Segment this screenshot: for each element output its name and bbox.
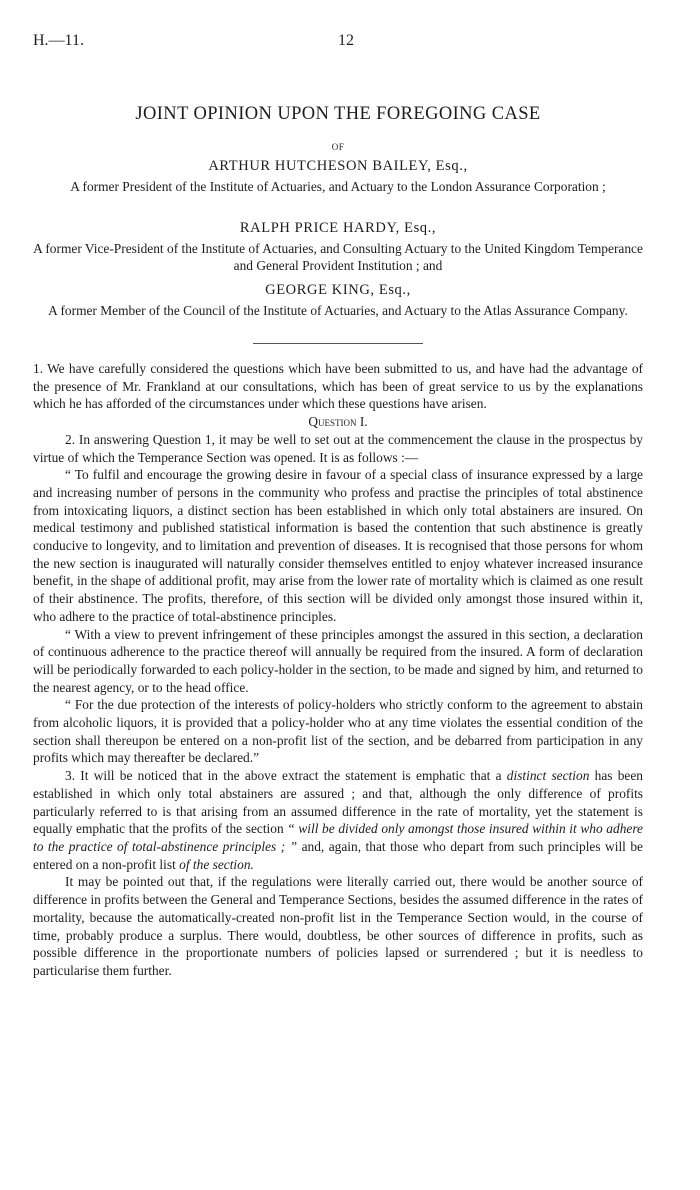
section-divider (253, 343, 423, 344)
person-description: A former President of the Institute of Actuaries, and Actuary to the London Assurance Corporation ; (70, 179, 606, 194)
paragraph-4: It may be pointed out that, if the regulations were literally carried out, there would be another source of difference in profits between the General and Temperance Sections, besides the assumed difference in the rates of mortality, because the automatically-created non-profit list in the Temperance Section would, in the course of time, probably produce a surplus. There would, doubtless, be other sources of difference in profits, such as possible difference in the proportionate numbers of policies lapsed or surrendered ; but it is needless to particularise them further. (33, 874, 643, 978)
emphasis: distinct section (506, 768, 590, 784)
person-name: RALPH PRICE HARDY, Esq., (239, 220, 437, 236)
paragraph-3 (33, 767, 643, 873)
paragraph-1: 1. We have carefully considered the questions which have been submitted to us, and have had the advantage of the presence of Mr. Frankland at our consultations, which has been of great service to us by the explanations which he has afforded of the circumstances under which these questions have arisen. (33, 361, 643, 412)
person-description: A former Vice-President of the Institute of Actuaries, and Consulting Actuary to the United Kingdom Temperance and General Provident Institution ; and (33, 241, 643, 273)
text-run: 3. It will be noticed that in the above extract the statement is emphatic that a (65, 768, 507, 784)
emphasis: of the section. (179, 856, 254, 872)
document-title: JOINT OPINION UPON THE FOREGOING CASE (135, 104, 541, 124)
opinion-body (33, 360, 643, 980)
document-reference: H.—11. (33, 32, 84, 49)
text-run: and, again, that those who depart from such principles will be entered on a non-profit list (33, 838, 643, 872)
quote-paragraph-2: “ With a view to prevent infringement of these principles amongst the assured in this section, a declaration of continuous adherence to the practice thereof will annually be required from the insured. A form of declaration will be periodically forwarded to each policy-holder in the section, to be made and signed by him, and returned to the nearest agency, or to the head office. (33, 626, 643, 695)
quote-paragraph-3: “ For the due protection of the interests of policy-holders who strictly conform to the agreement to abstain from alcoholic liquors, it is provided that a policy-holder who at any time violates the essential condition of the section shall thereupon be entered on a non-profit list of the section, and be debarred from participation in any profits which may thereafter be declared.” (33, 697, 643, 766)
paragraph-2: 2. In answering Question 1, it may be well to set out at the commencement the clause in the prospectus by virtue of which the Temperance Section was opened. It is as follows :— (33, 431, 643, 465)
page-header (33, 32, 643, 52)
person-name: ARTHUR HUTCHESON BAILEY, Esq., (208, 158, 468, 174)
quote-paragraph-1: “ To fulfil and encourage the growing desire in favour of a special class of insurance expressed by a large and increasing number of persons in the community who profess and practise the principles of total abstinence from intoxicating liquors, a distinct section has been established in which only total abstainers are insured. On medical testimony and published statistical information is based the contention that such abstinence is greatly conducive to longevity, and to limitation and prevention of diseases. It is recognised that those persons for whom the new section is inaugurated will naturally consider themselves entitled to enjoy whatever increased insurance benefit, in the shape of additional profit, may arise from the lower rate of mortality which is claimed as one result of their abstinence. The profits, therefore, of this section will be divided only amongst those insured within it, who adhere to the practice of total-abstinence principles. (33, 467, 643, 624)
page-number: 12 (338, 32, 354, 49)
person-description: A former Member of the Council of the Institute of Actuaries, and Actuary to the Atlas Assurance Company. (48, 303, 628, 318)
question-heading: Question I. (308, 414, 368, 430)
emphasis: “ will be divided only amongst those insured within it who adhere to the practice of total-abstinence principles ; ” (33, 821, 643, 854)
of-label: OF (331, 142, 345, 152)
person-name: GEORGE KING, Esq., (265, 282, 411, 298)
text-run: has been established in which only total abstainers are assured ; and that, although the only difference of profits particularly referred to is that arising from an assumed difference in the rate of mortality, yet the statement is equally emphatic that the profits of the section (33, 768, 643, 837)
